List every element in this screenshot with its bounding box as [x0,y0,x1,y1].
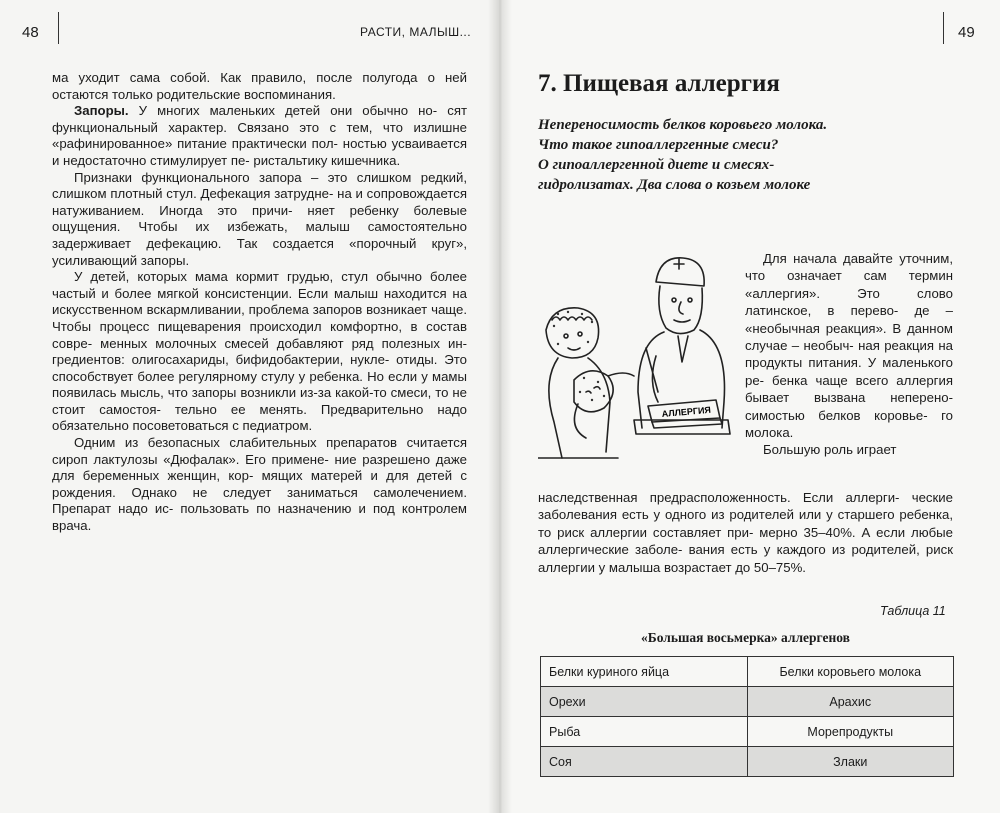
subtitle-line: О гипоаллергенной диете и смесях- [538,157,775,173]
text-line: на и сопровождается натуживанием. Иногда это причи- [52,186,467,218]
table-cell: Морепродукты [747,717,954,747]
run-in-heading: Запоры. [74,103,129,119]
paragraph [52,269,467,435]
text-line: малыш находится на искусственном вскармливании, [52,285,467,318]
table-cell: Белки коровьего молока [747,657,954,687]
table-row [541,717,954,747]
text-line: менных молочных смесей добавляют ряд полезных ин- [100,335,467,351]
text-line: ческие заболевания есть у одного из родителей или у [538,490,953,523]
text-line: ней остаются только родительские воспоминания. [52,70,467,102]
subtitle-line: Непереносимость белков коровьего молока. [538,117,828,133]
table-row [541,747,954,777]
text-line: У детей, которых мама кормит грудью, стул обычно [74,269,422,285]
subtitle-line: гидролизатах. Два слова о козьем молоке [538,177,811,193]
text-line: де – «необычная реакция». [745,303,953,336]
text-line: вания есть у каждого из родителей, риск аллергии у [538,542,953,575]
paragraph [52,170,467,270]
heredity-text [538,489,953,576]
text-line: ма уходит сама собой. Как правило, после полугода о [52,70,435,85]
text-line: У многих маленьких детей они обычно но- [128,103,438,119]
left-header-rule [58,12,59,44]
right-header-rule [943,12,944,44]
text-line: бенка чаще всего аллергия [772,372,953,388]
table-cell: Соя [541,747,748,777]
paragraph [538,489,953,576]
text-line: питания. У маленького ре- [745,355,953,388]
text-line: ние разрешено даже для беременных женщин, кор- [52,451,467,484]
text-line: тельно ее менять. Предварительно надо обязательно [52,401,467,434]
book-gutter [488,0,512,813]
running-head: РАСТИ, МАЛЫШ... [360,25,472,39]
text-line: малыш самостоятельно задерживает дефекацию. Так [52,219,468,251]
left-body-text [52,70,467,535]
text-line: слово латинское, в перево- [745,285,953,319]
text-line: го молока. [745,407,953,441]
subtitle-line: Что такое гипоаллергенные смеси? [538,137,779,153]
text-line: симостью белков коровье- [745,407,928,423]
table-cell: Орехи [541,687,748,717]
text-line: мерно 35–40%. А если любые аллергические заболе- [538,524,953,558]
intro-side-text [745,250,953,459]
right-page-number: 49 [958,24,975,41]
doctor-and-child-drawing-icon [538,252,738,472]
text-line: малыша возрастает до 50–75%. [608,559,806,575]
text-line: считается сироп лактулозы «Дюфалак». Его примене- [52,435,468,467]
paragraph [745,441,953,458]
paragraph [745,250,953,441]
text-line: наследственная предрасположенность. Если аллерги- [538,490,900,505]
text-line: уточним, что означает сам [745,251,953,284]
table-cell: Рыба [541,717,748,747]
paragraph [52,435,467,535]
text-line: отиды. Это способствует более регулярному стулу у [52,352,467,384]
text-line: пищеварения происходил комфортно, в состав совре- [52,318,467,351]
text-line: редкий, слишком плотный стул. Дефекация затрудне- [52,169,467,202]
left-page-number: 48 [22,24,39,41]
text-line: Признаки функционального запора – это слишком [74,169,412,185]
table-row [541,657,954,687]
text-line: В данном случае – необыч- [745,320,953,354]
table-row [541,687,954,717]
text-line: ристальтику кишечника. [253,152,401,168]
table-caption: «Большая восьмерка» аллергенов [641,630,850,645]
text-line: Большую роль играет [763,442,897,458]
text-line: проблема запоров возникает чаще. Чтобы процесс [52,302,467,334]
text-line: создается «порочный круг», усиливающий запоры. [52,235,468,268]
text-line: гредиентов: олигосахариды, бифидобактерии, нукле- [52,352,390,368]
table-cell: Арахис [747,687,954,717]
text-line: следует заниматься самолечением. Препарат надо ис- [52,484,467,517]
text-line: бывает вызвана неперено- [745,390,953,406]
text-line: ная реакция на продукты [745,338,953,371]
paragraph [52,70,467,103]
text-line: Для начала давайте [763,251,893,266]
text-line: термин «аллергия». Это [745,268,953,301]
text-line: сят функциональный характер. Связано это с тем, что [52,103,467,135]
table-cell: Белки куриного яйца [541,657,748,687]
text-line: старшего ребенка, то риск аллергии составляет при- [538,507,954,540]
chapter-subtitle [538,115,933,195]
text-line: посоветоваться с педиатром. [132,418,313,434]
text-line: ребенка. Но если у мамы появилась мысль, что запоры [52,368,467,401]
allergens-table [540,656,954,777]
table-cell: Злаки [747,747,954,777]
text-line: мящих матерей и для детей с рождения. Однако не [52,468,467,500]
book-label: АЛЛЕРГИЯ [661,404,712,419]
paragraph [52,103,467,169]
text-line: более частый и более мягкой консистенции. Если [52,269,467,301]
text-line: излишне «рафинированное» питание практически пол- [52,119,467,152]
chapter-title: 7. Пищевая аллергия [538,70,780,97]
text-line: ностью усваивается и недостаточно стимулирует пе- [52,136,467,168]
table-label: Таблица 11 [880,604,946,618]
text-line: пользовать по назначению и под контролем врача. [52,501,467,534]
text-line: возникли из-за какой-то смеси, то не стоит самостоя- [52,385,467,417]
text-line: Одним из безопасных слабительных препаратов [74,435,398,451]
text-line: няет ребенку болевые ощущения. Чтобы их избежать, [52,202,467,235]
